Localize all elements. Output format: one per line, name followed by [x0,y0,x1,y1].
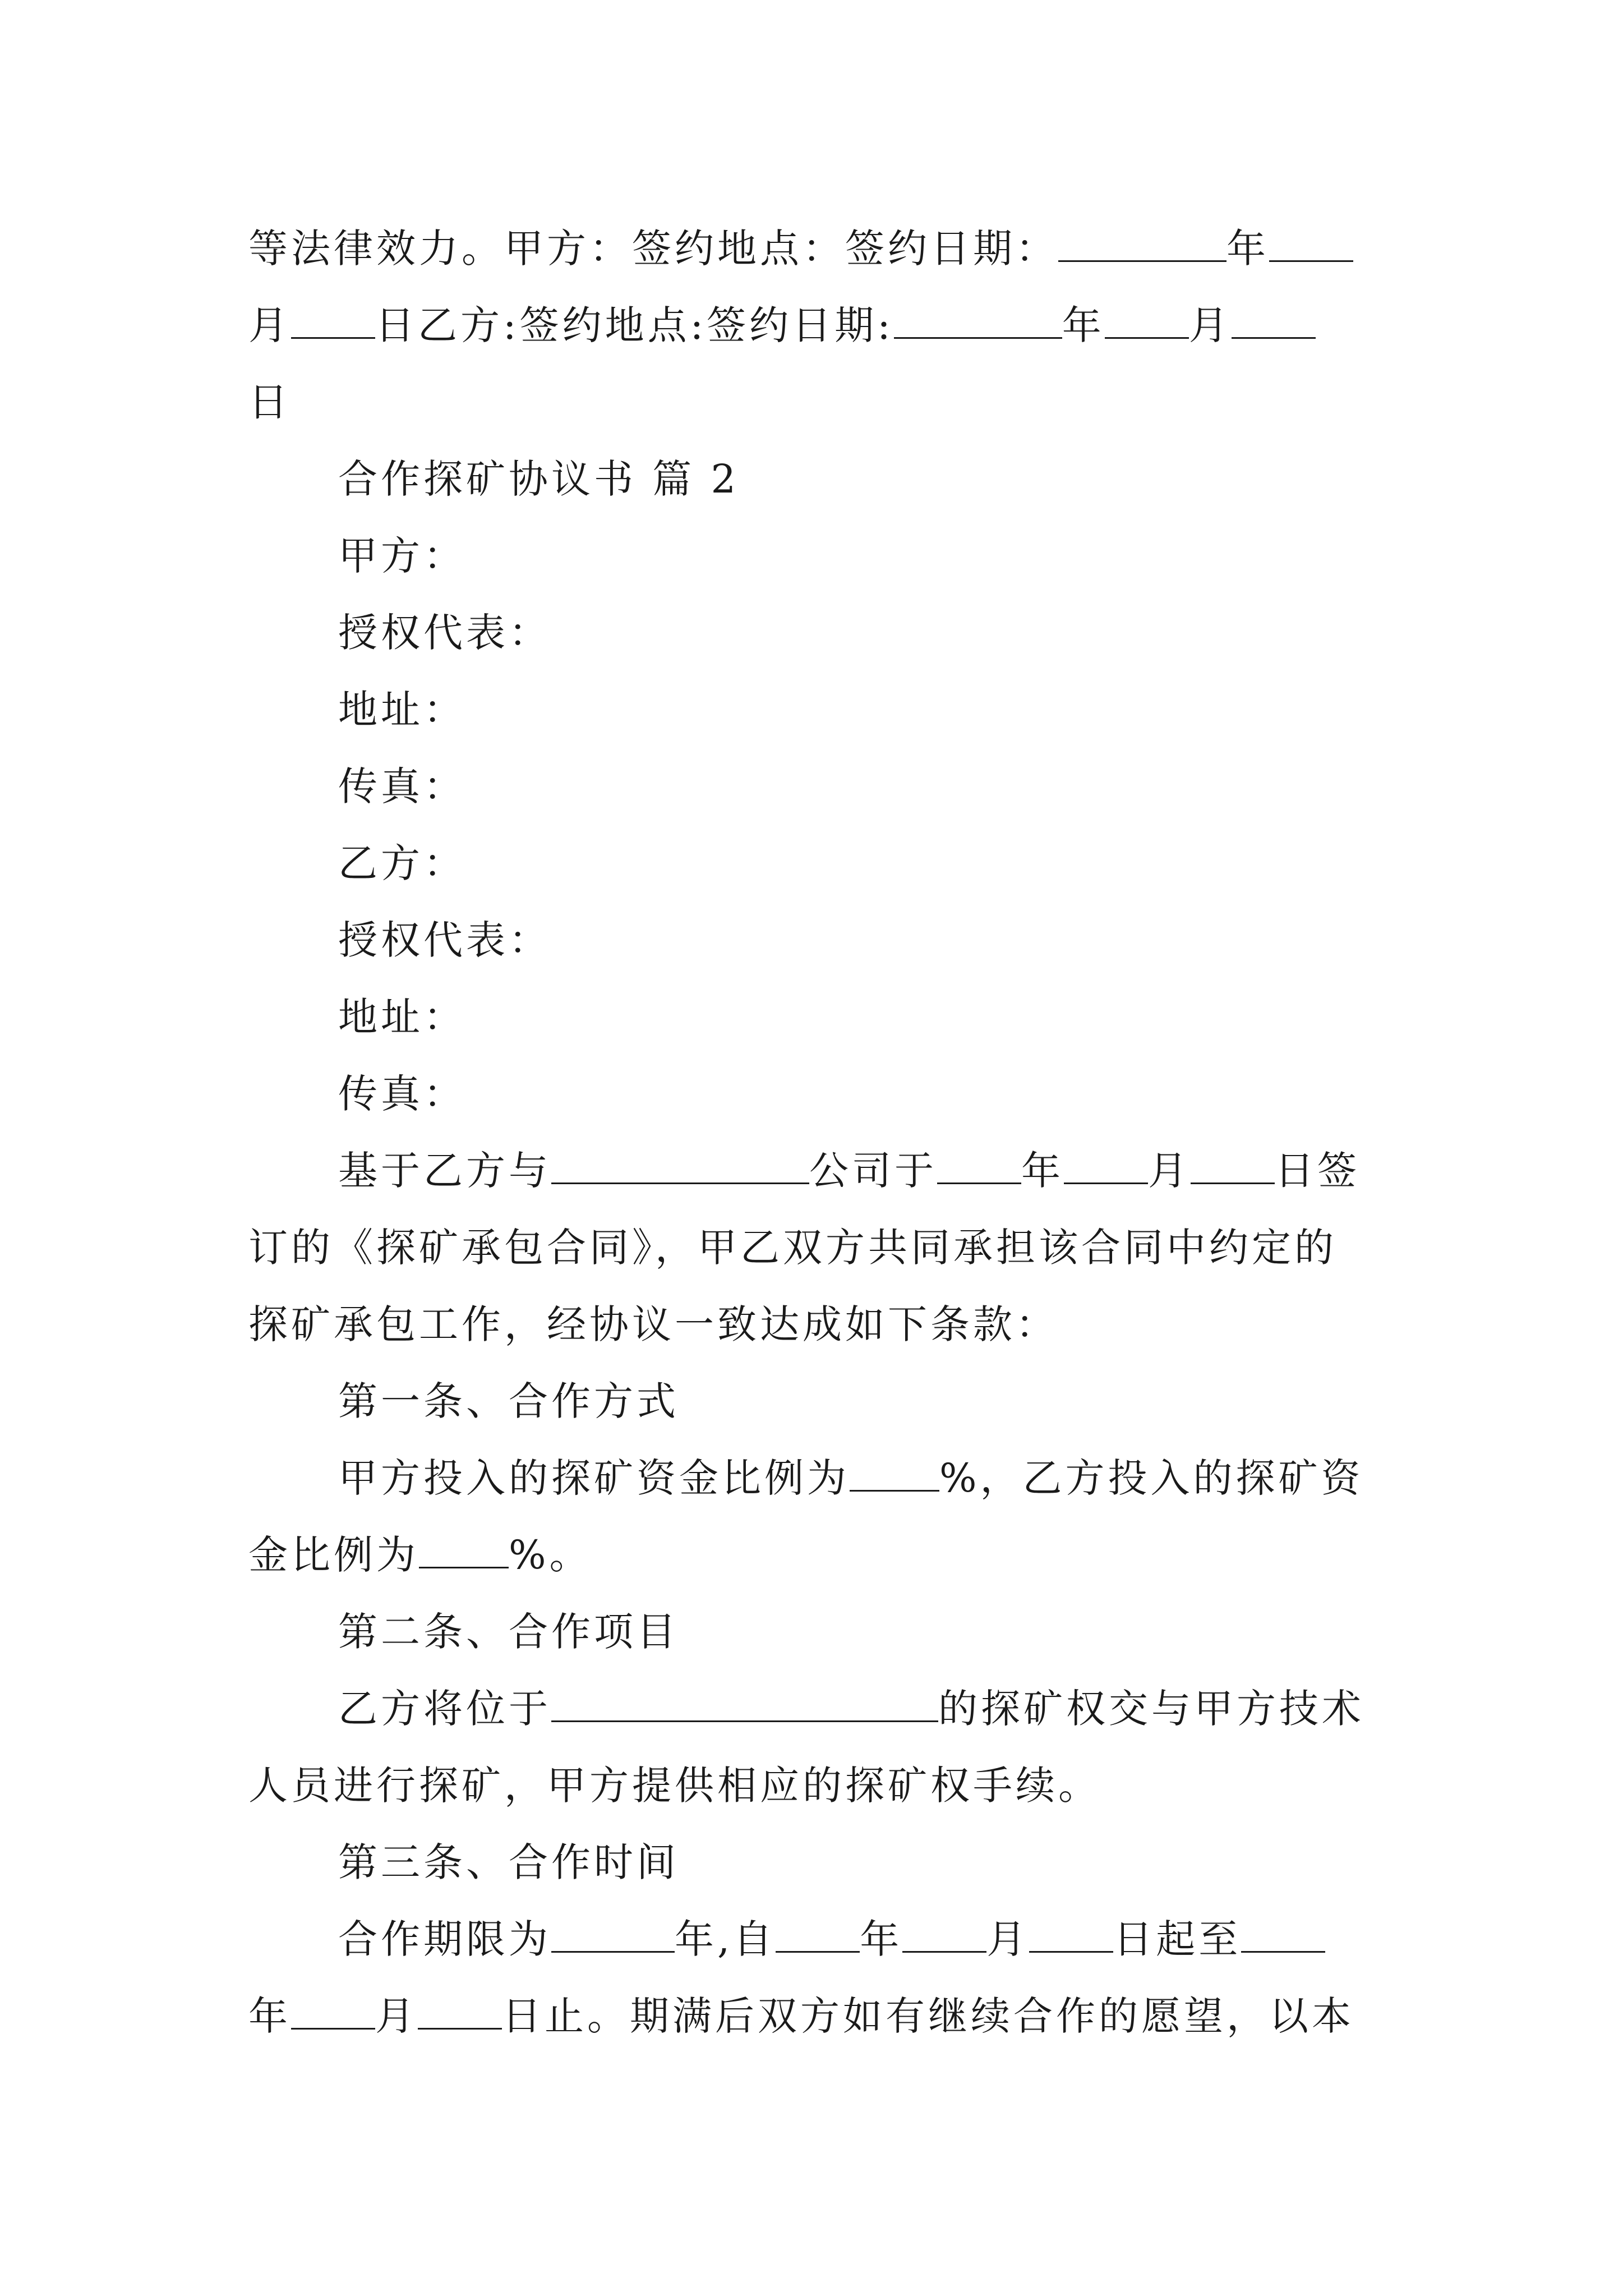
party-b-fax: 传真： [338,1071,466,1117]
blank-field [418,1996,502,2030]
article-title: 第二条、合作项目 [338,1609,679,1655]
text-line: 合作期限为 年,自 年 月 日起至 [248,1901,1387,1978]
document-body [248,210,1387,2055]
section-heading: 合作探矿协议书 篇 2 [338,456,740,502]
party-a-label: 甲方： [338,533,466,579]
text-line: 等法律效力。甲方：签约地点：签约日期： 年 [248,210,1387,287]
blank-field [419,1535,509,1568]
blank-field [291,1996,375,2030]
party-a-fax: 传真： [338,763,466,809]
article-title: 第三条、合作时间 [338,1839,679,1885]
blank-field [1269,229,1353,262]
blank-field [291,306,375,339]
text-line: 订的《探矿承包合同》，甲乙双方共同承担该合同中约定的 [248,1225,1337,1271]
text-line: 日 [248,379,291,425]
article-title: 第一条、合作方式 [338,1378,679,1424]
text-line: 月 日乙方:签约地点:签约日期: 年 月 [248,287,1387,364]
party-b-address: 地址： [338,994,466,1040]
blank-field [1232,306,1316,339]
blank-field [551,1689,938,1722]
blank-field [1029,1920,1113,1953]
blank-field [1241,1920,1325,1953]
blank-field [902,1920,986,1953]
party-b-rep: 授权代表： [338,917,551,963]
text-line: 年 月 日止。期满后双方如有继续合作的愿望，以本 [248,1993,1354,2039]
blank-field [937,1151,1021,1184]
party-a-address: 地址： [338,687,466,733]
text-line: 人员进行探矿，甲方提供相应的探矿权手续。 [248,1763,1101,1809]
blank-field [1064,1151,1148,1184]
text-line: 基于乙方与 公司于 年 月 日签 [338,1148,1360,1194]
text-line: 乙方将位于 的探矿权交与甲方技术 [338,1686,1364,1732]
blank-field [551,1151,809,1184]
text-line: 甲方投入的探矿资金比例为 %，乙方投入的探矿资 [338,1455,1364,1501]
text-line: 金比例为 %。 [248,1532,592,1578]
party-b-label: 乙方： [338,840,466,886]
blank-field [894,306,1062,339]
blank-field [776,1920,860,1953]
text-line: 探矿承包工作，经协议一致达成如下条款： [248,1301,1058,1347]
blank-field [551,1920,675,1953]
blank-field [1058,229,1227,262]
party-a-rep: 授权代表： [338,610,551,656]
blank-field [850,1458,939,1492]
blank-field [1191,1151,1275,1184]
blank-field [1105,306,1189,339]
